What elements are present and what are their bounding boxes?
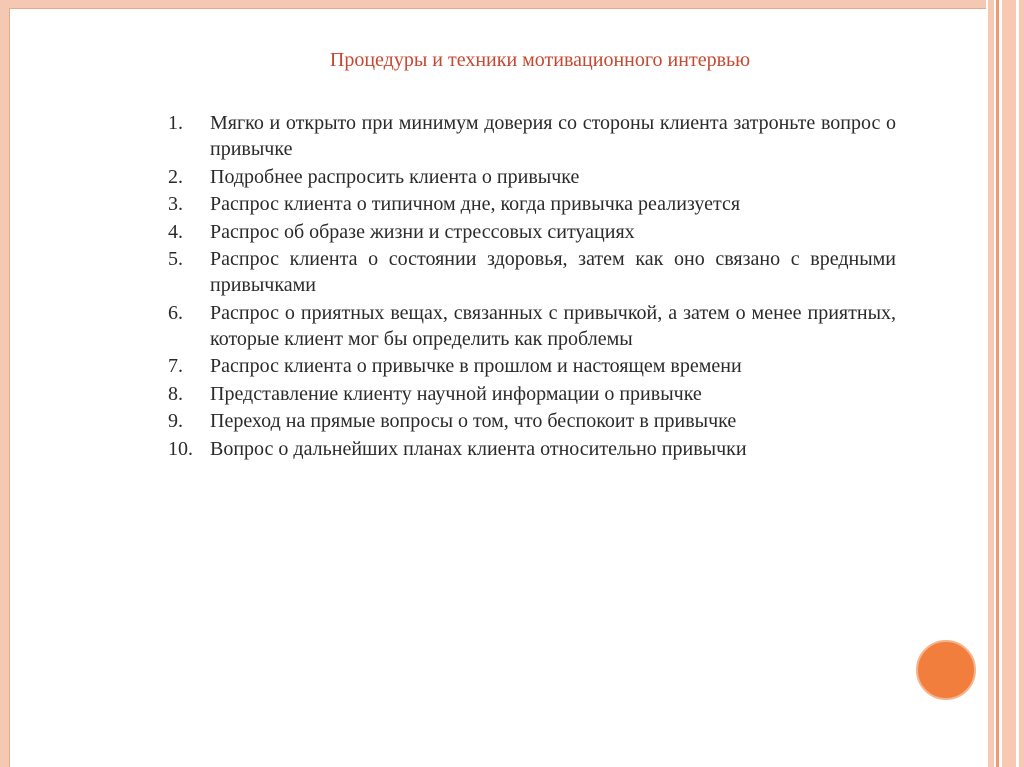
list-item: [168, 408, 896, 434]
item-number: 6.: [168, 301, 183, 324]
item-text: Распрос об образе жизни и стрессовых ситуациях: [210, 220, 635, 243]
list-item: [168, 164, 896, 190]
item-text: Представление клиенту научной информации о привычке: [210, 382, 702, 405]
technique-list: [168, 110, 896, 463]
frame-inner-left-line: [9, 8, 10, 767]
item-number: 1.: [168, 112, 183, 134]
decorative-orange-circle: [916, 640, 976, 700]
list-item: [168, 246, 896, 298]
item-number: 2.: [168, 165, 183, 188]
frame-top-border: [0, 0, 986, 8]
list-item: [168, 381, 896, 407]
item-number: 4.: [168, 220, 183, 243]
item-text: Распрос клиента о привычке в прошлом и настоящем времени: [210, 355, 742, 377]
item-text: Распрос о приятных вещах, связанных с привычкой, а затем о менее приятных, которые клиент мог бы определить как проблемы: [210, 301, 896, 350]
list-item: [168, 219, 896, 245]
list-item: [168, 191, 896, 217]
item-text: Распрос клиента о состоянии здоровья, затем как оно связано с вредными привычками: [210, 248, 896, 296]
list-item: [168, 300, 896, 352]
item-text: Подробнее распросить клиента о привычке: [210, 165, 580, 188]
frame-left-border: [0, 0, 9, 767]
item-text: Распрос клиента о типичном дне, когда привычка реализуется: [210, 193, 741, 215]
list-item: [168, 110, 896, 162]
item-text: Переход на прямые вопросы о том, что беспокоит в привычке: [210, 410, 737, 432]
item-text: Мягко и открыто при минимум доверия со стороны клиента затроньте вопрос о привычке: [210, 112, 896, 160]
item-number: 9.: [168, 410, 183, 432]
right-decorative-stripes: [986, 0, 1024, 767]
item-text: Вопрос о дальнейших планах клиента относительно привычки: [210, 437, 747, 460]
list-item: [168, 436, 896, 462]
item-number: 8.: [168, 382, 183, 405]
item-number: 10.: [168, 437, 193, 460]
slide-title: Процедуры и техники мотивационного интервью: [329, 49, 751, 71]
list-item: [168, 353, 896, 379]
item-number: 5.: [168, 248, 183, 270]
item-number: 7.: [168, 355, 183, 377]
frame-inner-top-line: [9, 8, 986, 9]
item-number: 3.: [168, 193, 183, 215]
